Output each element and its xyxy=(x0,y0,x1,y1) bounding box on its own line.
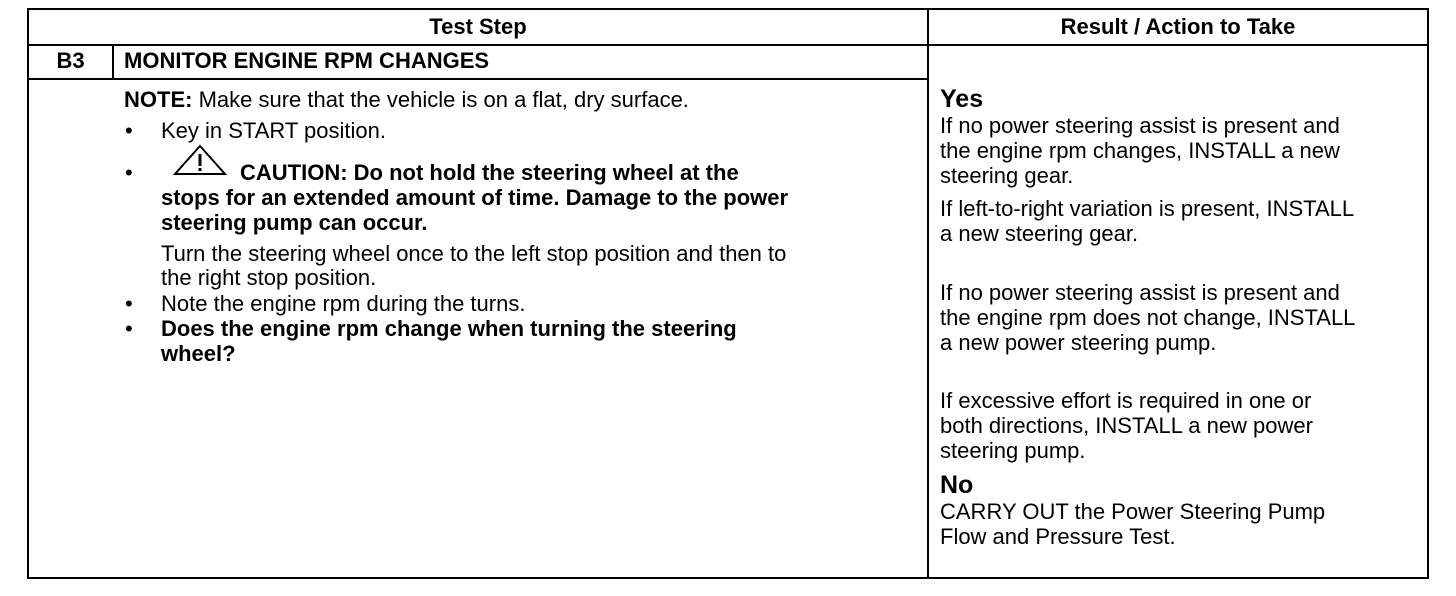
yes-para1-line3: steering gear. xyxy=(940,163,1074,188)
note-text: Make sure that the vehicle is on a flat, dry surface. xyxy=(192,87,689,112)
bullet-1: • xyxy=(125,118,133,143)
result-action-header: Result / Action to Take xyxy=(1060,14,1296,39)
key-start-text: Key in START position. xyxy=(161,118,386,143)
warning-triangle-icon xyxy=(173,144,227,176)
question-line-1: Does the engine rpm change when turning the steering xyxy=(161,316,737,341)
column-divider xyxy=(927,10,929,577)
no-para-line2: Flow and Pressure Test. xyxy=(940,524,1176,549)
test-step-header: Test Step xyxy=(429,14,527,39)
no-label: No xyxy=(940,471,974,499)
yes-para1-line1: If no power steering assist is present and xyxy=(940,113,1340,138)
caution-line-3: steering pump can occur. xyxy=(161,210,428,235)
yes-para2-line2: a new steering gear. xyxy=(940,221,1139,246)
note-line xyxy=(124,87,689,112)
turn-line-2: the right stop position. xyxy=(161,265,377,290)
header-divider xyxy=(29,44,1427,46)
yes-para1-line2: the engine rpm changes, INSTALL a new xyxy=(940,138,1340,163)
yes-para4-line2: both directions, INSTALL a new power xyxy=(940,413,1313,438)
yes-para3-line1: If no power steering assist is present and xyxy=(940,280,1340,305)
yes-para3-line3: a new power steering pump. xyxy=(940,330,1217,355)
yes-para3-line2: the engine rpm does not change, INSTALL xyxy=(940,305,1356,330)
step-title-divider xyxy=(29,78,927,80)
step-title: MONITOR ENGINE RPM CHANGES xyxy=(124,48,490,73)
bullet-3: • xyxy=(125,291,133,316)
note-label: NOTE: xyxy=(124,87,193,112)
step-id-divider xyxy=(112,44,114,78)
diagnostic-table xyxy=(27,8,1429,579)
bullet-4: • xyxy=(125,316,133,341)
turn-line-1: Turn the steering wheel once to the left stop position and then to xyxy=(161,241,787,266)
yes-para4-line1: If excessive effort is required in one or xyxy=(940,388,1312,413)
yes-para2-line1: If left-to-right variation is present, INSTALL xyxy=(940,196,1355,221)
no-para-line1: CARRY OUT the Power Steering Pump xyxy=(940,499,1326,524)
yes-label: Yes xyxy=(940,85,984,113)
yes-para4-line3: steering pump. xyxy=(940,438,1086,463)
step-id: B3 xyxy=(56,48,85,73)
caution-line-2: stops for an extended amount of time. Damage to the power xyxy=(161,185,789,210)
bullet-2: • xyxy=(125,160,133,185)
note-rpm-text: Note the engine rpm during the turns. xyxy=(161,291,526,316)
question-line-2: wheel? xyxy=(161,341,236,366)
caution-line-1: CAUTION: Do not hold the steering wheel at the xyxy=(240,160,739,185)
